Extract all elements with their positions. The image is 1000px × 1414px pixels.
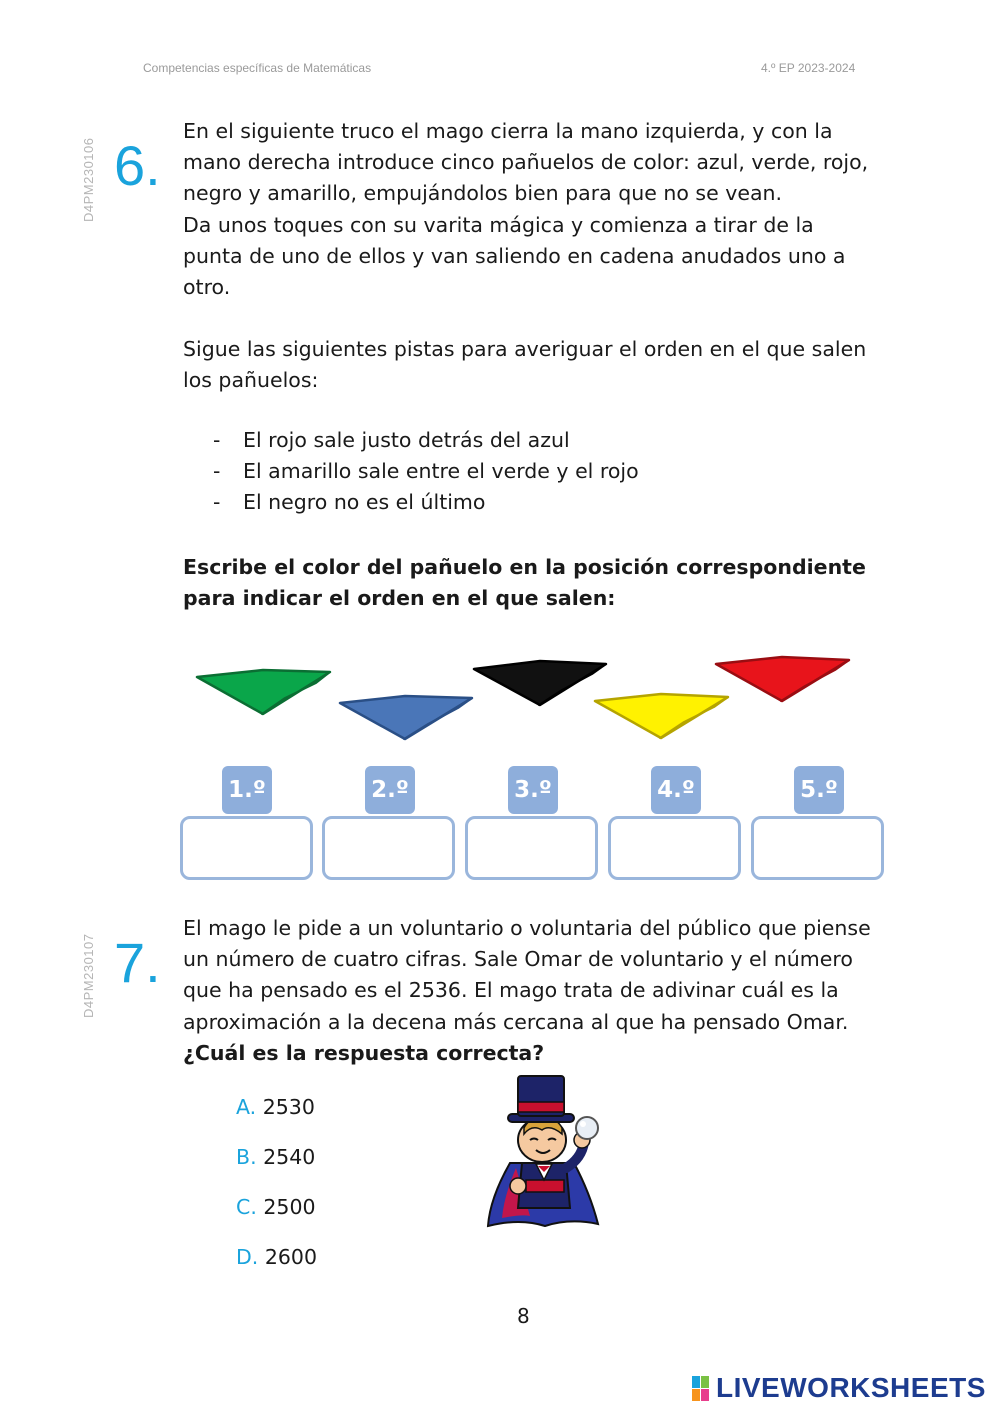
position-badge-2: 2.º — [365, 766, 415, 814]
instruction-line: para indicar el orden en el que salen: — [183, 586, 616, 611]
hint-dash: - — [213, 459, 221, 483]
liveworksheets-logo-icon — [692, 1376, 710, 1402]
question-6-number: 6. — [114, 134, 161, 197]
position-badge-4: 4.º — [651, 766, 701, 814]
answer-box-1[interactable] — [180, 816, 313, 880]
black-handkerchief — [474, 661, 606, 705]
position-badge-1: 1.º — [222, 766, 272, 814]
answer-box-4[interactable] — [608, 816, 741, 880]
answer-box-5[interactable] — [751, 816, 884, 880]
hint-text: El negro no es el último — [243, 490, 486, 514]
answer-box-3[interactable] — [465, 816, 598, 880]
option-letter: B. — [236, 1145, 257, 1169]
clue-intro-line: Sigue las siguientes pistas para averiguar el orden en el que salen — [183, 337, 867, 361]
answer-box-2[interactable] — [322, 816, 455, 880]
intro-line: otro. — [183, 275, 231, 300]
option-letter: C. — [236, 1195, 257, 1219]
question-7-line: El mago le pide a un voluntario o voluntaria del público que piense — [183, 916, 871, 940]
option-letter: A. — [236, 1095, 257, 1119]
option-d[interactable] — [236, 1245, 317, 1269]
option-value: 2500 — [263, 1195, 316, 1219]
question-7-line: aproximación a la decena más cercana al que ha pensado Omar. — [183, 1009, 849, 1034]
option-value: 2540 — [263, 1145, 316, 1169]
red-handkerchief — [716, 657, 849, 701]
question-7-text — [183, 913, 943, 1069]
magician-illustration — [470, 1068, 620, 1233]
hint-dash: - — [213, 428, 221, 452]
intro-line: negro y amarillo, empujándolos bien para que no se vean. — [183, 181, 783, 206]
question-7-line: un número de cuatro cifras. Sale Omar de voluntario y el número — [183, 947, 853, 972]
question-7-line: que ha pensado es el 2536. El mago trata de adivinar cuál es la — [183, 978, 839, 1003]
option-a[interactable] — [236, 1095, 315, 1119]
intro-line: Da unos toques con su varita mágica y comienza a tirar de la — [183, 212, 814, 237]
page-number: 8 — [517, 1304, 530, 1328]
hint-dash: - — [213, 490, 221, 514]
position-badge-5: 5.º — [794, 766, 844, 814]
intro-line: punta de uno de ellos y van saliendo en cadena anudados uno a — [183, 243, 846, 268]
blue-handkerchief — [340, 696, 472, 739]
hint-text: El amarillo sale entre el verde y el rojo — [243, 459, 639, 483]
question-7-number: 7. — [114, 931, 161, 994]
intro-line: En el siguiente truco el mago cierra la mano izquierda, y con la — [183, 119, 833, 143]
option-letter: D. — [236, 1245, 259, 1269]
option-value: 2600 — [264, 1245, 318, 1269]
hint-text: El rojo sale justo detrás del azul — [243, 428, 570, 452]
header-course: 4.º EP 2023-2024 — [761, 61, 856, 75]
liveworksheets-brand[interactable]: LIVEWORKSHEETS — [716, 1372, 986, 1403]
header-subject: Competencias específicas de Matemáticas — [143, 61, 372, 75]
question-6-code: D4PM230106 — [81, 137, 96, 222]
intro-line: mano derecha introduce cinco pañuelos de color: azul, verde, rojo, — [183, 150, 869, 175]
option-c[interactable] — [236, 1195, 316, 1219]
instruction-line: Escribe el color del pañuelo en la posición correspondiente — [183, 555, 866, 579]
yellow-handkerchief — [595, 694, 728, 738]
position-badge-3: 3.º — [508, 766, 558, 814]
question-7-code: D4PM230107 — [81, 933, 96, 1018]
option-value: 2530 — [262, 1095, 315, 1119]
question-7-prompt: ¿Cuál es la respuesta correcta? — [183, 1040, 545, 1065]
clue-intro-line: los pañuelos: — [183, 368, 319, 393]
green-handkerchief — [197, 670, 330, 714]
option-b[interactable] — [236, 1145, 315, 1169]
